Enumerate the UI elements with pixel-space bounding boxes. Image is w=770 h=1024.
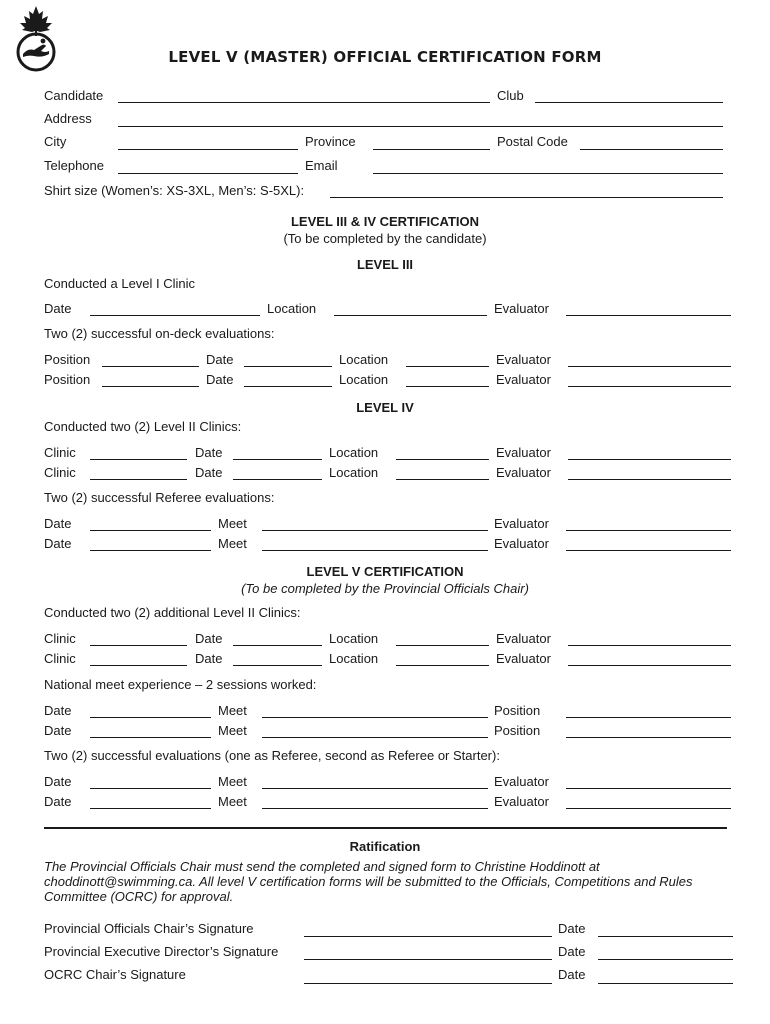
clinic-field[interactable] xyxy=(90,479,187,480)
sig3-field[interactable] xyxy=(304,983,552,984)
date-label: Date xyxy=(44,703,72,718)
date-label: Date xyxy=(44,774,72,789)
form-title: LEVEL V (MASTER) OFFICIAL CERTIFICATION FORM xyxy=(168,48,602,66)
position-label: Position xyxy=(44,352,91,367)
meet-field[interactable] xyxy=(262,808,488,809)
evaluator-field[interactable] xyxy=(566,315,731,316)
evaluator-field[interactable] xyxy=(566,788,731,789)
meet-field[interactable] xyxy=(262,550,488,551)
location-field[interactable] xyxy=(396,645,489,646)
city-label: City xyxy=(44,134,67,149)
date-label: Date xyxy=(44,301,72,316)
evaluator-field[interactable] xyxy=(568,459,731,460)
sig2-label: Provincial Executive Director’s Signature xyxy=(44,944,279,959)
level-3-4-subheading: (To be completed by the candidate) xyxy=(283,231,487,246)
location-label: Location xyxy=(329,465,379,480)
position-field[interactable] xyxy=(102,366,199,367)
date-field[interactable] xyxy=(90,530,211,531)
date-field[interactable] xyxy=(233,665,322,666)
date-field[interactable] xyxy=(233,645,322,646)
evaluator-label: Evaluator xyxy=(496,372,551,387)
position-label: Position xyxy=(494,703,541,718)
ratification-text: The Provincial Officials Chair must send the completed and signed form to Christine Hoddinott at choddinott@swimming.ca. All level V certification forms will be submitted to the Officials, Competitions and Rules Committee (OCRC) for approval. xyxy=(44,859,693,904)
position-label: Position xyxy=(44,372,91,387)
two-referee-label: Two (2) successful Referee evaluations: xyxy=(44,490,275,505)
evaluator-label: Evaluator xyxy=(494,301,549,316)
date-field[interactable] xyxy=(244,366,332,367)
location-label: Location xyxy=(329,651,379,666)
evaluator-field[interactable] xyxy=(568,479,731,480)
address-field[interactable] xyxy=(118,126,723,127)
level-3-heading: LEVEL III xyxy=(356,257,414,272)
clinic-label: Clinic xyxy=(44,445,76,460)
evaluator-label: Evaluator xyxy=(494,774,549,789)
evaluator-label: Evaluator xyxy=(494,516,549,531)
two-evaluations-label: Two (2) successful on-deck evaluations: xyxy=(44,326,275,341)
date-field[interactable] xyxy=(90,808,211,809)
evaluator-field[interactable] xyxy=(568,665,731,666)
evaluator-label: Evaluator xyxy=(494,536,549,551)
candidate-label: Candidate xyxy=(44,88,104,103)
evaluator-label: Evaluator xyxy=(496,445,551,460)
evaluator-field[interactable] xyxy=(566,808,731,809)
date-field[interactable] xyxy=(90,315,260,316)
meet-label: Meet xyxy=(218,723,247,738)
date-field[interactable] xyxy=(90,737,211,738)
date-label: Date xyxy=(558,967,586,982)
location-label: Location xyxy=(329,445,379,460)
date-field[interactable] xyxy=(90,717,211,718)
address-label: Address xyxy=(44,111,92,126)
sig3-label: OCRC Chair’s Signature xyxy=(44,967,186,982)
date-label: Date xyxy=(195,651,223,666)
clinic-label: Clinic xyxy=(44,631,76,646)
evaluator-field[interactable] xyxy=(566,550,731,551)
date-field[interactable] xyxy=(598,983,733,984)
date-field[interactable] xyxy=(90,550,211,551)
club-field[interactable] xyxy=(535,102,723,103)
location-field[interactable] xyxy=(406,366,489,367)
meet-field[interactable] xyxy=(262,737,488,738)
email-label: Email xyxy=(305,158,338,173)
section-divider xyxy=(44,827,727,829)
conducted-additional-label: Conducted two (2) additional Level II Clinics: xyxy=(44,605,301,620)
date-label: Date xyxy=(44,536,72,551)
two-evaluations-label: Two (2) successful evaluations (one as Referee, second as Referee or Starter): xyxy=(44,748,500,763)
meet-field[interactable] xyxy=(262,717,488,718)
level-3-4-heading: LEVEL III & IV CERTIFICATION xyxy=(290,214,480,229)
date-label: Date xyxy=(44,516,72,531)
clinic-field[interactable] xyxy=(90,645,187,646)
meet-label: Meet xyxy=(218,703,247,718)
candidate-field[interactable] xyxy=(118,102,490,103)
position-field[interactable] xyxy=(566,737,731,738)
email-field[interactable] xyxy=(373,173,723,174)
telephone-field[interactable] xyxy=(118,173,298,174)
evaluator-label: Evaluator xyxy=(496,352,551,367)
conducted-clinic-label: Conducted a Level I Clinic xyxy=(44,276,196,291)
location-field[interactable] xyxy=(406,386,489,387)
location-field[interactable] xyxy=(334,315,487,316)
location-label: Location xyxy=(329,631,379,646)
evaluator-field[interactable] xyxy=(566,530,731,531)
date-label: Date xyxy=(558,944,586,959)
date-label: Date xyxy=(44,794,72,809)
date-field[interactable] xyxy=(90,788,211,789)
sig1-field[interactable] xyxy=(304,936,552,937)
location-label: Location xyxy=(339,352,389,367)
location-label: Location xyxy=(267,301,317,316)
date-label: Date xyxy=(195,631,223,646)
city-field[interactable] xyxy=(118,149,298,150)
clinic-label: Clinic xyxy=(44,651,76,666)
meet-label: Meet xyxy=(218,516,247,531)
location-field[interactable] xyxy=(396,479,489,480)
evaluator-field[interactable] xyxy=(568,645,731,646)
date-field[interactable] xyxy=(244,386,332,387)
postal-code-field[interactable] xyxy=(580,149,723,150)
date-label: Date xyxy=(558,921,586,936)
position-field[interactable] xyxy=(102,386,199,387)
level-5-subheading: (To be completed by the Provincial Officials Chair) xyxy=(241,581,529,596)
location-field[interactable] xyxy=(396,665,489,666)
position-field[interactable] xyxy=(566,717,731,718)
evaluator-label: Evaluator xyxy=(496,651,551,666)
meet-label: Meet xyxy=(218,794,247,809)
date-field[interactable] xyxy=(233,479,322,480)
evaluator-label: Evaluator xyxy=(496,631,551,646)
shirt-size-field[interactable] xyxy=(330,197,723,198)
meet-label: Meet xyxy=(218,536,247,551)
location-label: Location xyxy=(339,372,389,387)
evaluator-label: Evaluator xyxy=(494,794,549,809)
sig2-field[interactable] xyxy=(304,959,552,960)
sig1-label: Provincial Officials Chair’s Signature xyxy=(44,921,254,936)
telephone-label: Telephone xyxy=(44,158,104,173)
national-meet-label: National meet experience – 2 sessions worked: xyxy=(44,677,317,692)
date-label: Date xyxy=(206,372,234,387)
meet-label: Meet xyxy=(218,774,247,789)
date-field[interactable] xyxy=(233,459,322,460)
location-field[interactable] xyxy=(396,459,489,460)
province-label: Province xyxy=(305,134,356,149)
position-label: Position xyxy=(494,723,541,738)
meet-field[interactable] xyxy=(262,788,488,789)
evaluator-field[interactable] xyxy=(568,386,731,387)
shirt-size-label: Shirt size (Women’s: XS-3XL, Men’s: S-5XL): xyxy=(44,183,305,198)
level-4-heading: LEVEL IV xyxy=(356,400,414,415)
level-5-heading: LEVEL V CERTIFICATION xyxy=(306,564,464,579)
clinic-label: Clinic xyxy=(44,465,76,480)
postal-code-label: Postal Code xyxy=(497,134,568,149)
date-label: Date xyxy=(195,445,223,460)
clinic-field[interactable] xyxy=(90,665,187,666)
date-label: Date xyxy=(44,723,72,738)
evaluator-label: Evaluator xyxy=(496,465,551,480)
club-label: Club xyxy=(497,88,524,103)
province-field[interactable] xyxy=(373,149,490,150)
evaluator-field[interactable] xyxy=(568,366,731,367)
conducted-two-clinics-label: Conducted two (2) Level II Clinics: xyxy=(44,419,242,434)
meet-field[interactable] xyxy=(262,530,488,531)
date-field[interactable] xyxy=(598,959,733,960)
clinic-field[interactable] xyxy=(90,459,187,460)
date-field[interactable] xyxy=(598,936,733,937)
ratification-heading: Ratification xyxy=(349,839,421,854)
date-label: Date xyxy=(206,352,234,367)
date-label: Date xyxy=(195,465,223,480)
